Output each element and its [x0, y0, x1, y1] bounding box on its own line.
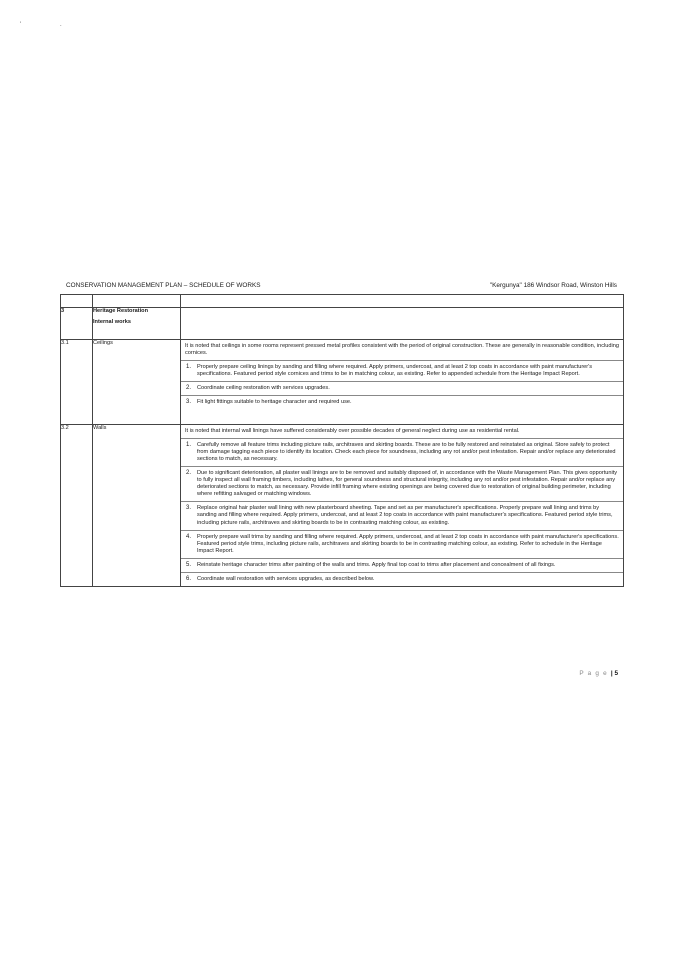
list-number: 3.	[186, 399, 192, 406]
list-item	[181, 360, 623, 381]
intro-text: It is noted that internal wall linings have suffered considerably over possible decades of general neglect during use as residential rental.	[185, 427, 520, 434]
table-cell	[93, 295, 181, 308]
list-item	[181, 466, 623, 501]
document-title: CONSERVATION MANAGEMENT PLAN – SCHEDULE OF WORKS	[66, 282, 261, 289]
list-number: 4.	[186, 533, 192, 540]
table-cell	[181, 308, 624, 340]
scan-speck: .	[60, 22, 62, 28]
property-address: "Kergunya" 186 Windsor Road, Winston Hills	[489, 282, 617, 289]
ceilings-row	[61, 340, 624, 425]
page-label: P a g e	[579, 670, 608, 677]
list-number: 6.	[186, 575, 192, 582]
list-item	[181, 501, 623, 529]
item-description	[181, 424, 624, 587]
item-title: Ceilings	[93, 340, 181, 425]
list-item	[181, 572, 623, 586]
item-number: 3.2	[61, 424, 93, 587]
scan-speck: '	[20, 22, 22, 28]
list-text: Coordinate wall restoration with services upgrades, as described below.	[197, 575, 375, 582]
list-number: 2.	[186, 385, 192, 392]
section-title-line: Heritage Restoration	[93, 308, 149, 314]
item-title: Walls	[93, 424, 181, 587]
section-row	[61, 308, 624, 340]
list-item	[181, 530, 623, 558]
section-title	[93, 308, 181, 340]
list-text: Replace original hair plaster wall lining with new plasterboard sheeting. Tape and set as per manufacturer's specifications. Properly prepare wall lining and trims by sanding and filling where required. Apply primers, undercoat, and at least 2 top coats in accordance with paint manufacturer's specifications. Featured period style trims, including picture rails, architraves and skirting boards to be in contrasting matching colour, as existing.	[197, 505, 613, 526]
list-text: Carefully remove all feature trims including picture rails, architraves and skirting boards. These are to be fully restored and reinstated as original. Store safely to protect from damage tagging each piece to identify its location. Check each piece for soundness, including any rot and/or pest infestation. Repair and/or replace any deteriorated sections to match, as necessary.	[197, 441, 616, 462]
list-item	[181, 395, 623, 409]
list-number: 1.	[186, 364, 192, 371]
list-text: Coordinate ceiling restoration with services upgrades.	[197, 385, 330, 392]
list-text: Due to significant deterioration, all plaster wall linings are to be removed and suitably disposed of, in accordance with the Waste Management Plan. This gives opportunity to fully inspect all wall framing timbers, including lathes, for general soundness and structural integrity, including any rot and/or pest infestation. Repair and/or replace any deteriorated sections to match, as necessary. Provide infill framing where existing openings are being covered due to restoration of original building perimeter, including where refitting salvaged or matching windows.	[197, 469, 618, 498]
page-footer	[579, 670, 618, 677]
list-number: 3.	[186, 505, 192, 512]
table-header-row	[61, 295, 624, 308]
list-item	[181, 558, 623, 572]
intro-text: It is noted that ceilings in some rooms represent pressed metal profiles consistent with the period of original construction. These are generally in reasonable condition, including cornices.	[185, 343, 619, 357]
list-number: 2.	[186, 469, 192, 476]
list-number: 1.	[186, 441, 192, 448]
list-text: Fit light fittings suitable to heritage character and required use.	[197, 399, 352, 406]
table-cell	[61, 295, 93, 308]
list-text: Properly prepare ceiling linings by sanding and filling where required. Apply primers, undercoat, and at least 2 top coats in accordance with paint manufacturer's specifications. Featured period style cornices and trims to be in matching colour, as existing. Refer to appended schedule from the Heritage Impact Report.	[197, 364, 593, 378]
schedule-of-works-table	[60, 294, 624, 587]
page-header	[66, 281, 617, 291]
table-cell	[181, 295, 624, 308]
spacer	[181, 410, 623, 424]
section-title-line: Internal works	[93, 319, 131, 326]
list-text: Properly prepare wall trims by sanding and filling where required. Apply primers, undercoat, and at least 2 top coats in accordance with paint manufacturer's specifications. Featured period style trims, including picture rails, architraves and skirting boards to be in contrasting matching colour, as existing. Refer to schedule in the Heritage Impact Report.	[197, 533, 619, 554]
walls-row	[61, 424, 624, 587]
page-number: | 5	[610, 670, 618, 677]
list-item	[181, 381, 623, 395]
list-item	[181, 438, 623, 466]
list-number: 5.	[186, 561, 192, 568]
item-number: 3.1	[61, 340, 93, 425]
list-text: Reinstate heritage character trims after painting of the walls and trims. Apply final top coat to trims after placement and concealment of all fixings.	[197, 561, 556, 568]
section-number: 3	[61, 308, 93, 340]
item-description	[181, 340, 624, 425]
